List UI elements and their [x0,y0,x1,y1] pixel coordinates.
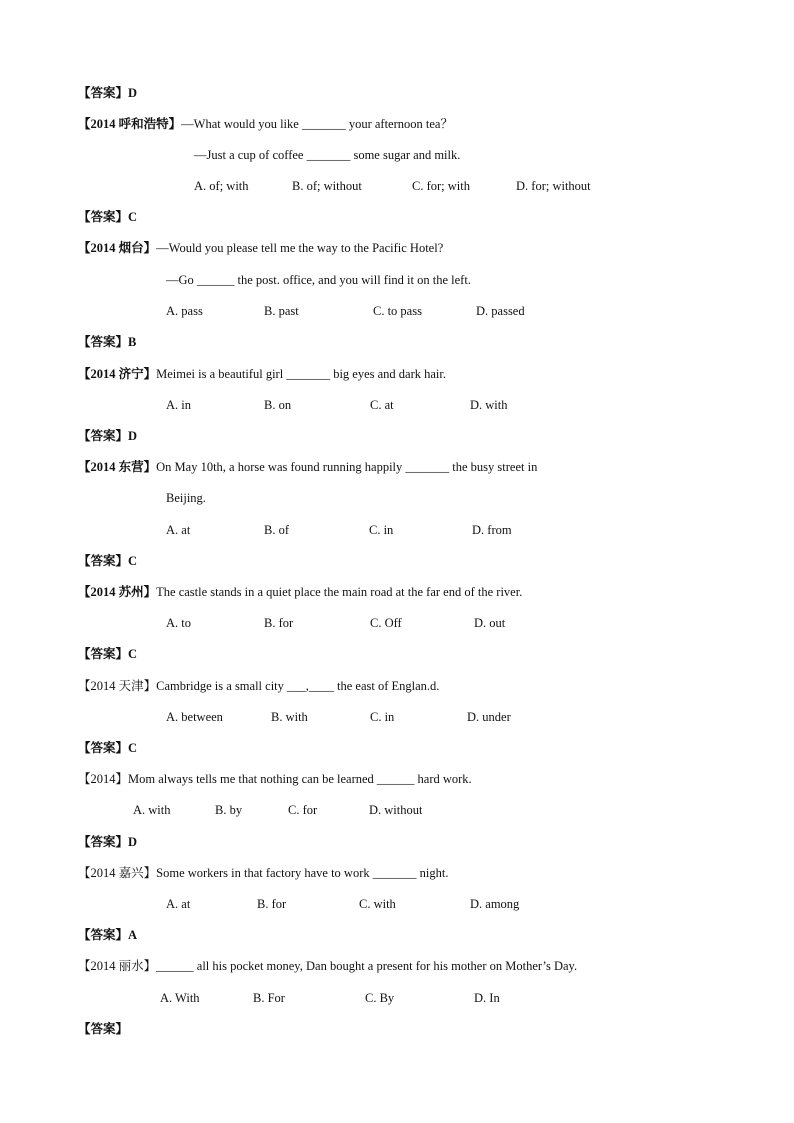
option-b: B. For [253,991,285,1005]
option-b: B. on [264,398,292,412]
option-a: A. at [166,523,191,537]
answer-label: 【答案】A [78,928,138,942]
question-line [78,771,472,787]
question-line [78,584,522,600]
question-text: Mom always tells me that nothing can be learned ______ hard work. [128,772,472,786]
option-a: A. to [166,616,191,630]
option-c: C. at [370,398,394,412]
option-d: D. among [470,897,520,911]
question-text: Cambridge is a small city ___,____ the east of Englan.d. [156,679,440,693]
option-b: B. with [271,710,308,724]
answer-label: 【答案】D [78,86,138,100]
question-source: 【2014 济宁】 [78,367,157,381]
answer-label: 【答案】C [78,210,138,224]
question-source: 【2014 天津】 [78,679,157,693]
question-continuation: Beijing. [166,491,206,505]
answer-label: 【答案】 [78,1022,129,1036]
option-c: C. in [369,523,394,537]
question-source: 【2014 呼和浩特】 [78,117,182,131]
question-source: 【2014 东营】 [78,460,157,474]
answer-label: 【答案】C [78,647,138,661]
question-line [78,366,446,382]
option-a: A. at [166,897,191,911]
question-line [78,865,448,881]
option-d: D. In [474,991,500,1005]
option-c: C. in [370,710,395,724]
option-d: D. with [470,398,508,412]
option-a: A. With [160,991,200,1005]
option-a: A. in [166,398,191,412]
option-a: A. with [133,803,171,817]
question-text: —Would you please tell me the way to the Pacific Hotel? [156,241,444,255]
question-continuation: —Go ______ the post. office, and you will find it on the left. [166,273,471,287]
question-line [78,678,439,694]
question-line [78,116,453,132]
question-source: 【2014 烟台】 [78,241,157,255]
question-source: 【2014 苏州】 [78,585,157,599]
option-c: C. to pass [373,304,422,318]
option-d: D. out [474,616,506,630]
answer-label: 【答案】D [78,835,138,849]
question-line [78,459,537,475]
option-b: B. of [264,523,289,537]
question-source: 【2014】 [78,772,129,786]
option-c: C. Off [370,616,402,630]
option-a: A. pass [166,304,203,318]
option-a: A. between [166,710,223,724]
option-d: D. without [369,803,423,817]
question-text: The castle stands in a quiet place the main road at the far end of the river. [156,585,523,599]
question-text: On May 10th, a horse was found running happily _______ the busy street in [156,460,538,474]
option-c: C. with [359,897,396,911]
question-text: Meimei is a beautiful girl _______ big eyes and dark hair. [156,367,447,381]
option-d: D. from [472,523,512,537]
question-line [78,958,577,974]
question-text: ______ all his pocket money, Dan bought a present for his mother on Mother’s Day. [156,959,578,973]
option-c: C. By [365,991,395,1005]
question-text: —What would you like _______ your afternoon tea？ [181,117,453,131]
option-d: D. passed [476,304,525,318]
option-b: B. for [264,616,294,630]
option-c: C. for [288,803,318,817]
option-b: B. past [264,304,299,318]
question-continuation: —Just a cup of coffee _______ some sugar and milk. [194,148,461,162]
option-b: B. by [215,803,243,817]
question-source: 【2014 丽水】 [78,959,157,973]
option-b: B. for [257,897,287,911]
question-text: Some workers in that factory have to work _______ night. [156,866,449,880]
answer-label: 【答案】C [78,554,138,568]
question-source: 【2014 嘉兴】 [78,866,157,880]
option-c: C. for; with [412,179,470,193]
option-d: D. under [467,710,511,724]
option-d: D. for; without [516,179,591,193]
option-b: B. of; without [292,179,362,193]
question-line [78,240,443,256]
option-a: A. of; with [194,179,249,193]
answer-label: 【答案】D [78,429,138,443]
answer-label: 【答案】C [78,741,138,755]
answer-label: 【答案】B [78,335,137,349]
